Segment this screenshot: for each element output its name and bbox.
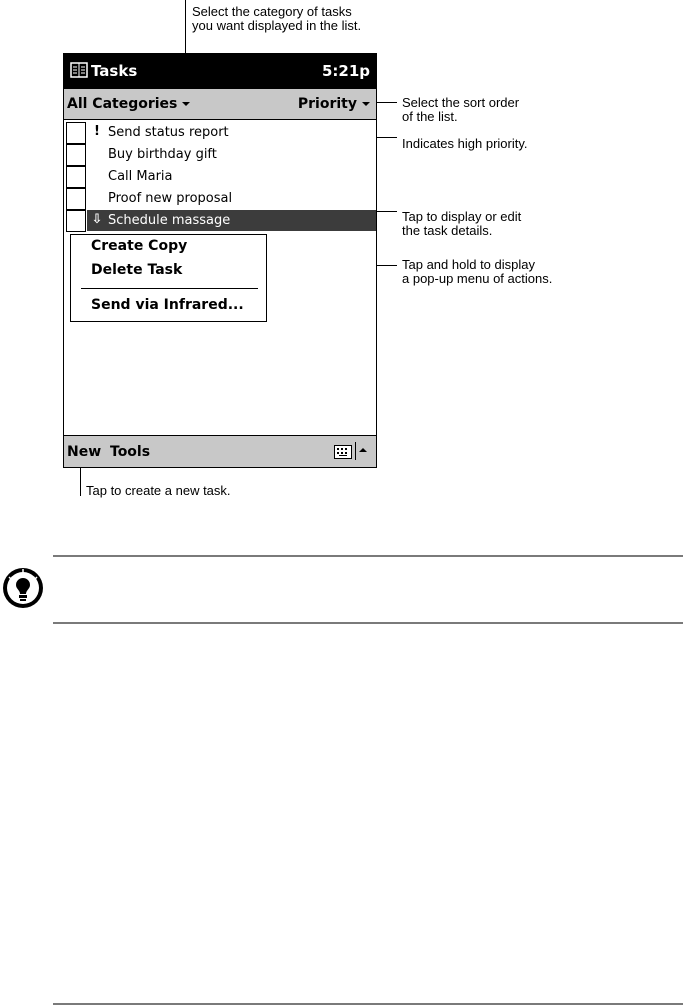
chevron-down-icon <box>362 102 370 106</box>
task-checkbox[interactable] <box>66 122 86 144</box>
task-row-selected[interactable] <box>64 210 376 232</box>
tools-menu[interactable]: Tools <box>110 444 151 460</box>
delete-task-menu-item[interactable]: Delete Task <box>91 262 183 278</box>
category-label: All Categories <box>67 96 178 112</box>
task-name: Schedule massage <box>108 213 231 228</box>
page-bottom-rule <box>53 1003 683 1005</box>
task-name: Send status report <box>108 125 229 140</box>
new-button[interactable]: New <box>67 444 102 460</box>
details-annotation: Tap to display or edit the task details. <box>402 209 522 238</box>
pocket-pc-screen <box>63 53 377 468</box>
command-bar <box>64 435 376 468</box>
menu-divider <box>81 288 258 289</box>
category-annotation: Select the category of tasks you want displayed in the list. <box>192 4 362 33</box>
task-checkbox[interactable] <box>66 166 86 188</box>
send-via-infrared-menu-item[interactable]: Send via Infrared... <box>91 297 244 313</box>
new-task-annotation: Tap to create a new task. <box>86 483 231 498</box>
sort-annotation: Select the sort order of the list. <box>402 95 520 124</box>
task-checkbox[interactable] <box>66 144 86 166</box>
priority-annotation: Indicates high priority. <box>402 136 528 151</box>
tip-bottom-rule <box>53 622 683 624</box>
task-checkbox[interactable] <box>66 188 86 210</box>
lightbulb-tip-icon <box>2 567 44 609</box>
task-row[interactable] <box>64 188 376 210</box>
task-name: Call Maria <box>108 169 173 184</box>
high-priority-icon: ! <box>94 124 100 139</box>
input-panel-divider <box>355 442 356 460</box>
create-copy-menu-item[interactable]: Create Copy <box>91 238 188 254</box>
keyboard-icon[interactable] <box>334 445 352 459</box>
sort-label: Priority <box>297 96 357 112</box>
tasks-app-icon[interactable] <box>70 61 88 79</box>
task-row[interactable] <box>64 144 376 166</box>
chevron-down-icon <box>182 102 190 106</box>
app-title: Tasks <box>91 62 138 80</box>
sort-dropdown[interactable] <box>298 96 370 112</box>
category-dropdown[interactable] <box>67 96 190 112</box>
input-method-arrow-icon[interactable] <box>359 448 367 452</box>
task-row[interactable] <box>64 166 376 188</box>
clock[interactable]: 5:21p <box>321 62 370 80</box>
popup-menu <box>70 234 267 322</box>
popup-annotation: Tap and hold to display a pop-up menu of actions. <box>402 257 553 286</box>
list-header-bar <box>64 89 376 120</box>
title-bar <box>64 54 376 89</box>
task-checkbox[interactable] <box>66 210 86 232</box>
tip-top-rule <box>53 555 683 557</box>
task-row[interactable] <box>64 122 376 144</box>
task-name: Buy birthday gift <box>108 147 217 162</box>
low-priority-icon: ⇩ <box>91 212 103 227</box>
task-name: Proof new proposal <box>108 191 233 206</box>
